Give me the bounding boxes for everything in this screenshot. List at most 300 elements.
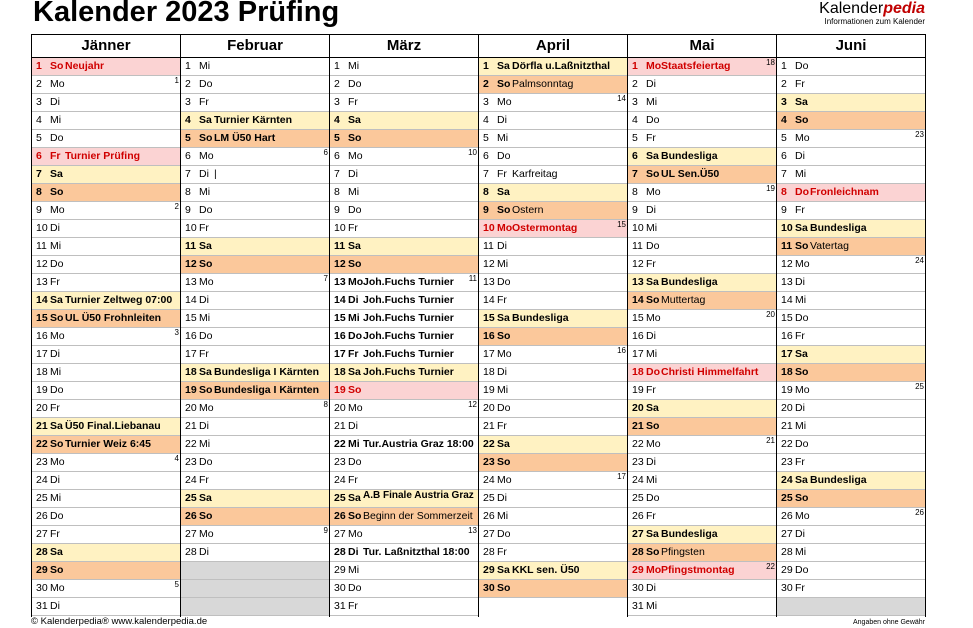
day-cell[interactable]: [181, 346, 329, 364]
day-cell[interactable]: [330, 328, 478, 346]
day-cell[interactable]: [777, 202, 925, 220]
day-number: 29: [483, 564, 495, 576]
day-cell[interactable]: [181, 256, 329, 274]
day-cell[interactable]: [330, 76, 478, 94]
brand-logo[interactable]: [819, 0, 925, 26]
weekday-label: Di: [646, 78, 656, 90]
day-cell[interactable]: [479, 562, 627, 580]
weekday-label: Mi: [497, 510, 509, 522]
day-cell[interactable]: [330, 598, 478, 616]
day-cell[interactable]: [32, 490, 180, 508]
day-number: 3: [36, 96, 42, 108]
day-cell[interactable]: [181, 202, 329, 220]
day-cell[interactable]: [479, 328, 627, 346]
day-number: 23: [334, 456, 346, 468]
weekday-label: Sa: [646, 528, 659, 540]
day-cell[interactable]: [628, 598, 776, 616]
day-cell[interactable]: [479, 436, 627, 454]
day-cell[interactable]: [777, 274, 925, 292]
day-cell[interactable]: [479, 130, 627, 148]
day-cell[interactable]: [777, 526, 925, 544]
day-cell[interactable]: [479, 418, 627, 436]
day-cell[interactable]: [628, 562, 776, 580]
day-cell[interactable]: [628, 472, 776, 490]
day-cell[interactable]: [628, 544, 776, 562]
day-number: 22: [334, 438, 346, 450]
day-cell[interactable]: [777, 238, 925, 256]
day-cell[interactable]: [330, 454, 478, 472]
day-cell[interactable]: [628, 508, 776, 526]
day-cell[interactable]: [479, 256, 627, 274]
day-cell[interactable]: [32, 148, 180, 166]
day-number: 30: [334, 582, 346, 594]
day-cell[interactable]: [628, 166, 776, 184]
day-number: 19: [483, 384, 495, 396]
day-cell[interactable]: [330, 580, 478, 598]
day-cell[interactable]: [628, 58, 776, 76]
day-cell[interactable]: [181, 130, 329, 148]
event-label: Vatertag: [810, 240, 849, 252]
day-cell[interactable]: [479, 400, 627, 418]
day-cell[interactable]: [330, 508, 478, 526]
day-cell[interactable]: [32, 454, 180, 472]
day-number: 5: [483, 132, 489, 144]
day-cell[interactable]: [181, 58, 329, 76]
day-number: 28: [483, 546, 495, 558]
weekday-label: Sa: [646, 402, 659, 414]
day-cell[interactable]: [479, 382, 627, 400]
day-number: 14: [185, 294, 197, 306]
day-cell[interactable]: [628, 364, 776, 382]
day-cell[interactable]: [777, 94, 925, 112]
day-cell[interactable]: [32, 166, 180, 184]
day-cell[interactable]: [628, 400, 776, 418]
day-cell: [181, 562, 329, 580]
day-cell[interactable]: [32, 580, 180, 598]
day-number: 9: [36, 204, 42, 216]
day-cell[interactable]: [628, 382, 776, 400]
day-cell[interactable]: [181, 148, 329, 166]
day-number: 22: [483, 438, 495, 450]
day-number: 30: [781, 582, 793, 594]
day-cell[interactable]: [628, 454, 776, 472]
day-cell[interactable]: [479, 94, 627, 112]
day-cell[interactable]: [330, 310, 478, 328]
day-cell[interactable]: [181, 472, 329, 490]
day-cell[interactable]: [32, 544, 180, 562]
weekday-label: Mi: [348, 186, 360, 198]
day-number: 20: [185, 402, 197, 414]
weekday-label: Mi: [348, 438, 360, 450]
day-cell[interactable]: [479, 544, 627, 562]
day-cell[interactable]: [628, 346, 776, 364]
day-cell[interactable]: [330, 544, 478, 562]
day-number: 11: [483, 240, 494, 252]
day-number: 17: [185, 348, 197, 360]
day-number: 7: [334, 168, 340, 180]
month-header: Jänner: [32, 35, 180, 58]
day-cell[interactable]: [479, 454, 627, 472]
day-cell[interactable]: [777, 292, 925, 310]
day-number: 23: [632, 456, 644, 468]
day-cell[interactable]: [32, 436, 180, 454]
day-cell[interactable]: [628, 94, 776, 112]
day-cell[interactable]: [32, 418, 180, 436]
weekday-label: Mi: [646, 474, 658, 486]
day-cell[interactable]: [628, 328, 776, 346]
weekday-label: Di: [795, 528, 805, 540]
day-cell[interactable]: [181, 292, 329, 310]
day-cell[interactable]: [181, 454, 329, 472]
day-cell[interactable]: [628, 112, 776, 130]
day-cell[interactable]: [628, 238, 776, 256]
day-number: 21: [781, 420, 793, 432]
day-cell[interactable]: [32, 202, 180, 220]
day-cell[interactable]: [628, 526, 776, 544]
day-cell[interactable]: [32, 364, 180, 382]
day-cell[interactable]: [479, 184, 627, 202]
day-cell[interactable]: [181, 526, 329, 544]
day-cell[interactable]: [777, 544, 925, 562]
day-cell[interactable]: [32, 382, 180, 400]
day-cell[interactable]: [479, 364, 627, 382]
day-cell[interactable]: [777, 562, 925, 580]
day-cell[interactable]: [479, 76, 627, 94]
weekday-label: Do: [795, 438, 809, 450]
day-cell[interactable]: [181, 238, 329, 256]
day-number: 2: [36, 78, 42, 90]
day-number: 6: [781, 150, 787, 162]
day-number: 13: [483, 276, 495, 288]
day-number: 7: [781, 168, 787, 180]
day-number: 16: [483, 330, 495, 342]
day-cell[interactable]: [777, 490, 925, 508]
day-cell[interactable]: [777, 346, 925, 364]
day-cell[interactable]: [628, 274, 776, 292]
day-cell[interactable]: [330, 184, 478, 202]
weekday-label: Di: [497, 366, 507, 378]
weekday-label: Mi: [50, 492, 62, 504]
day-cell[interactable]: [777, 328, 925, 346]
day-cell[interactable]: [32, 238, 180, 256]
day-number: 19: [632, 384, 644, 396]
day-cell[interactable]: [330, 418, 478, 436]
day-cell[interactable]: [32, 346, 180, 364]
day-cell[interactable]: [628, 148, 776, 166]
day-cell[interactable]: [777, 418, 925, 436]
weekday-label: Di: [795, 276, 805, 288]
day-cell[interactable]: [628, 256, 776, 274]
day-cell[interactable]: [479, 202, 627, 220]
day-cell[interactable]: [777, 148, 925, 166]
day-cell[interactable]: [479, 238, 627, 256]
day-cell[interactable]: [628, 76, 776, 94]
day-cell[interactable]: [479, 148, 627, 166]
day-cell[interactable]: [32, 400, 180, 418]
day-cell[interactable]: [181, 364, 329, 382]
day-number: 20: [36, 402, 48, 414]
day-cell[interactable]: [628, 418, 776, 436]
weekday-label: Mi: [199, 312, 211, 324]
day-cell[interactable]: [181, 508, 329, 526]
day-cell[interactable]: [479, 346, 627, 364]
weekday-label: Do: [348, 330, 362, 342]
weekday-label: Di: [348, 420, 358, 432]
day-cell[interactable]: [479, 58, 627, 76]
day-cell[interactable]: [181, 328, 329, 346]
day-cell[interactable]: [628, 292, 776, 310]
day-cell[interactable]: [777, 508, 925, 526]
month-header: Juni: [777, 35, 925, 58]
day-cell[interactable]: [181, 94, 329, 112]
day-cell[interactable]: [479, 112, 627, 130]
footer-disclaimer: Angaben ohne Gewähr: [853, 619, 925, 626]
day-cell[interactable]: [777, 184, 925, 202]
day-number: 8: [334, 186, 340, 198]
day-cell[interactable]: [628, 310, 776, 328]
day-cell[interactable]: [777, 310, 925, 328]
day-cell[interactable]: [479, 274, 627, 292]
weekday-label: Mi: [199, 438, 211, 450]
day-cell[interactable]: [181, 310, 329, 328]
day-cell[interactable]: [32, 328, 180, 346]
day-cell[interactable]: [330, 112, 478, 130]
month-header: März: [330, 35, 478, 58]
day-cell: [777, 598, 925, 616]
weekday-label: Sa: [50, 168, 63, 180]
week-number: 15: [617, 220, 626, 229]
page-title: Kalender 2023 Prüfing: [33, 0, 340, 28]
day-cell[interactable]: [330, 490, 478, 508]
weekday-label: Mi: [646, 222, 658, 234]
day-cell[interactable]: [479, 310, 627, 328]
day-cell[interactable]: [777, 76, 925, 94]
weekday-label: Sa: [497, 312, 510, 324]
weekday-label: Di: [199, 420, 209, 432]
day-cell[interactable]: [330, 58, 478, 76]
weekday-label: Di: [50, 348, 60, 360]
day-cell[interactable]: [330, 346, 478, 364]
day-number: 26: [781, 510, 793, 522]
event-label: Ü50 Final.Liebanau: [65, 420, 161, 432]
weekday-label: So: [199, 132, 213, 144]
day-number: 6: [483, 150, 489, 162]
day-number: 5: [781, 132, 787, 144]
weekday-label: So: [795, 114, 809, 126]
day-cell[interactable]: [777, 454, 925, 472]
day-cell[interactable]: [330, 166, 478, 184]
day-cell[interactable]: [32, 526, 180, 544]
day-cell[interactable]: [628, 490, 776, 508]
day-cell[interactable]: [479, 166, 627, 184]
day-cell[interactable]: [479, 508, 627, 526]
day-cell[interactable]: [330, 256, 478, 274]
event-label: LM Ü50 Hart: [214, 132, 276, 144]
weekday-label: So: [348, 510, 362, 522]
weekday-label: Sa: [497, 60, 510, 72]
day-cell[interactable]: [32, 184, 180, 202]
day-cell[interactable]: [330, 238, 478, 256]
day-cell[interactable]: [479, 292, 627, 310]
day-cell[interactable]: [181, 220, 329, 238]
day-cell[interactable]: [777, 256, 925, 274]
event-label: Bundesliga: [512, 312, 569, 324]
day-number: 4: [632, 114, 638, 126]
day-cell[interactable]: [777, 364, 925, 382]
day-cell[interactable]: [330, 436, 478, 454]
day-cell[interactable]: [32, 310, 180, 328]
day-number: 14: [781, 294, 793, 306]
day-cell[interactable]: [330, 274, 478, 292]
weekday-label: Do: [497, 402, 511, 414]
day-cell[interactable]: [777, 166, 925, 184]
day-number: 27: [781, 528, 793, 540]
day-cell[interactable]: [32, 94, 180, 112]
day-number: 23: [36, 456, 48, 468]
weekday-label: Di: [497, 114, 507, 126]
day-cell[interactable]: [479, 526, 627, 544]
day-cell[interactable]: [777, 220, 925, 238]
weekday-label: Fr: [646, 132, 656, 144]
day-cell[interactable]: [32, 598, 180, 616]
day-cell[interactable]: [181, 400, 329, 418]
day-cell[interactable]: [181, 382, 329, 400]
day-cell[interactable]: [777, 382, 925, 400]
day-cell[interactable]: [330, 382, 478, 400]
day-cell[interactable]: [479, 490, 627, 508]
weekday-label: Fr: [199, 348, 209, 360]
day-cell[interactable]: [330, 472, 478, 490]
day-cell[interactable]: [777, 112, 925, 130]
day-number: 13: [36, 276, 48, 288]
day-cell[interactable]: [777, 580, 925, 598]
weekday-label: So: [50, 312, 64, 324]
week-number: 19: [766, 184, 775, 193]
day-cell[interactable]: [330, 94, 478, 112]
day-cell[interactable]: [777, 58, 925, 76]
weekday-label: Di: [497, 492, 507, 504]
weekday-label: Do: [795, 60, 809, 72]
day-cell[interactable]: [628, 436, 776, 454]
day-cell[interactable]: [330, 526, 478, 544]
day-number: 6: [632, 150, 638, 162]
day-cell[interactable]: [330, 292, 478, 310]
day-cell[interactable]: [32, 292, 180, 310]
month-header: April: [479, 35, 627, 58]
day-cell[interactable]: [32, 112, 180, 130]
day-number: 20: [334, 402, 346, 414]
day-cell[interactable]: [32, 472, 180, 490]
week-number: 11: [468, 274, 477, 283]
week-number: 13: [468, 526, 477, 535]
day-number: 13: [632, 276, 644, 288]
week-number: 2: [174, 202, 179, 211]
weekday-label: Mo: [348, 150, 363, 162]
weekday-label: Fr: [50, 528, 60, 540]
day-cell[interactable]: [330, 400, 478, 418]
weekday-label: Di: [646, 204, 656, 216]
day-cell[interactable]: [181, 274, 329, 292]
day-cell: [181, 598, 329, 616]
day-cell[interactable]: [32, 274, 180, 292]
day-cell[interactable]: [777, 130, 925, 148]
event-label: |: [214, 168, 217, 180]
day-cell[interactable]: [628, 202, 776, 220]
day-cell[interactable]: [479, 472, 627, 490]
day-cell[interactable]: [628, 130, 776, 148]
event-label: Staatsfeiertag: [661, 60, 731, 72]
day-cell[interactable]: [32, 220, 180, 238]
day-number: 13: [781, 276, 793, 288]
day-cell[interactable]: [32, 508, 180, 526]
day-cell[interactable]: [777, 400, 925, 418]
weekday-label: Do: [646, 366, 660, 378]
event-label: Joh.Fuchs Turnier: [363, 294, 454, 306]
weekday-label: Fr: [795, 204, 805, 216]
day-cell[interactable]: [330, 220, 478, 238]
day-cell[interactable]: [479, 580, 627, 598]
week-number: 3: [174, 328, 179, 337]
day-number: 24: [781, 474, 793, 486]
day-number: 16: [334, 330, 346, 342]
day-cell[interactable]: [32, 58, 180, 76]
event-label: A.B Finale Austria Graz: [363, 490, 474, 501]
day-cell[interactable]: [628, 184, 776, 202]
day-cell[interactable]: [628, 580, 776, 598]
day-cell[interactable]: [181, 112, 329, 130]
day-cell[interactable]: [330, 148, 478, 166]
day-number: 9: [483, 204, 489, 216]
weekday-label: Sa: [199, 492, 212, 504]
day-number: 6: [185, 150, 191, 162]
day-cell[interactable]: [330, 202, 478, 220]
weekday-label: Mo: [646, 438, 661, 450]
day-cell[interactable]: [330, 562, 478, 580]
day-cell[interactable]: [181, 436, 329, 454]
weekday-label: Do: [199, 330, 213, 342]
week-number: 26: [915, 508, 924, 517]
weekday-label: Do: [348, 456, 362, 468]
day-number: 22: [632, 438, 644, 450]
day-cell[interactable]: [330, 130, 478, 148]
day-cell[interactable]: [181, 418, 329, 436]
weekday-label: Mi: [795, 294, 807, 306]
day-cell[interactable]: [777, 472, 925, 490]
day-number: 21: [483, 420, 495, 432]
weekday-label: Fr: [50, 402, 60, 414]
day-cell[interactable]: [777, 436, 925, 454]
weekday-label: Fr: [199, 222, 209, 234]
weekday-label: Sa: [348, 240, 361, 252]
day-cell[interactable]: [181, 166, 329, 184]
day-cell[interactable]: [330, 364, 478, 382]
day-cell[interactable]: [32, 76, 180, 94]
day-cell[interactable]: [181, 544, 329, 562]
day-cell[interactable]: [181, 490, 329, 508]
day-cell[interactable]: [181, 76, 329, 94]
month-column: [32, 35, 181, 617]
day-number: 19: [334, 384, 346, 396]
day-cell[interactable]: [479, 220, 627, 238]
day-cell[interactable]: [32, 256, 180, 274]
day-cell[interactable]: [181, 184, 329, 202]
day-cell[interactable]: [628, 220, 776, 238]
day-cell[interactable]: [32, 562, 180, 580]
week-number: 20: [766, 310, 775, 319]
week-number: 8: [323, 400, 328, 409]
weekday-label: So: [646, 294, 660, 306]
day-cell[interactable]: [32, 130, 180, 148]
